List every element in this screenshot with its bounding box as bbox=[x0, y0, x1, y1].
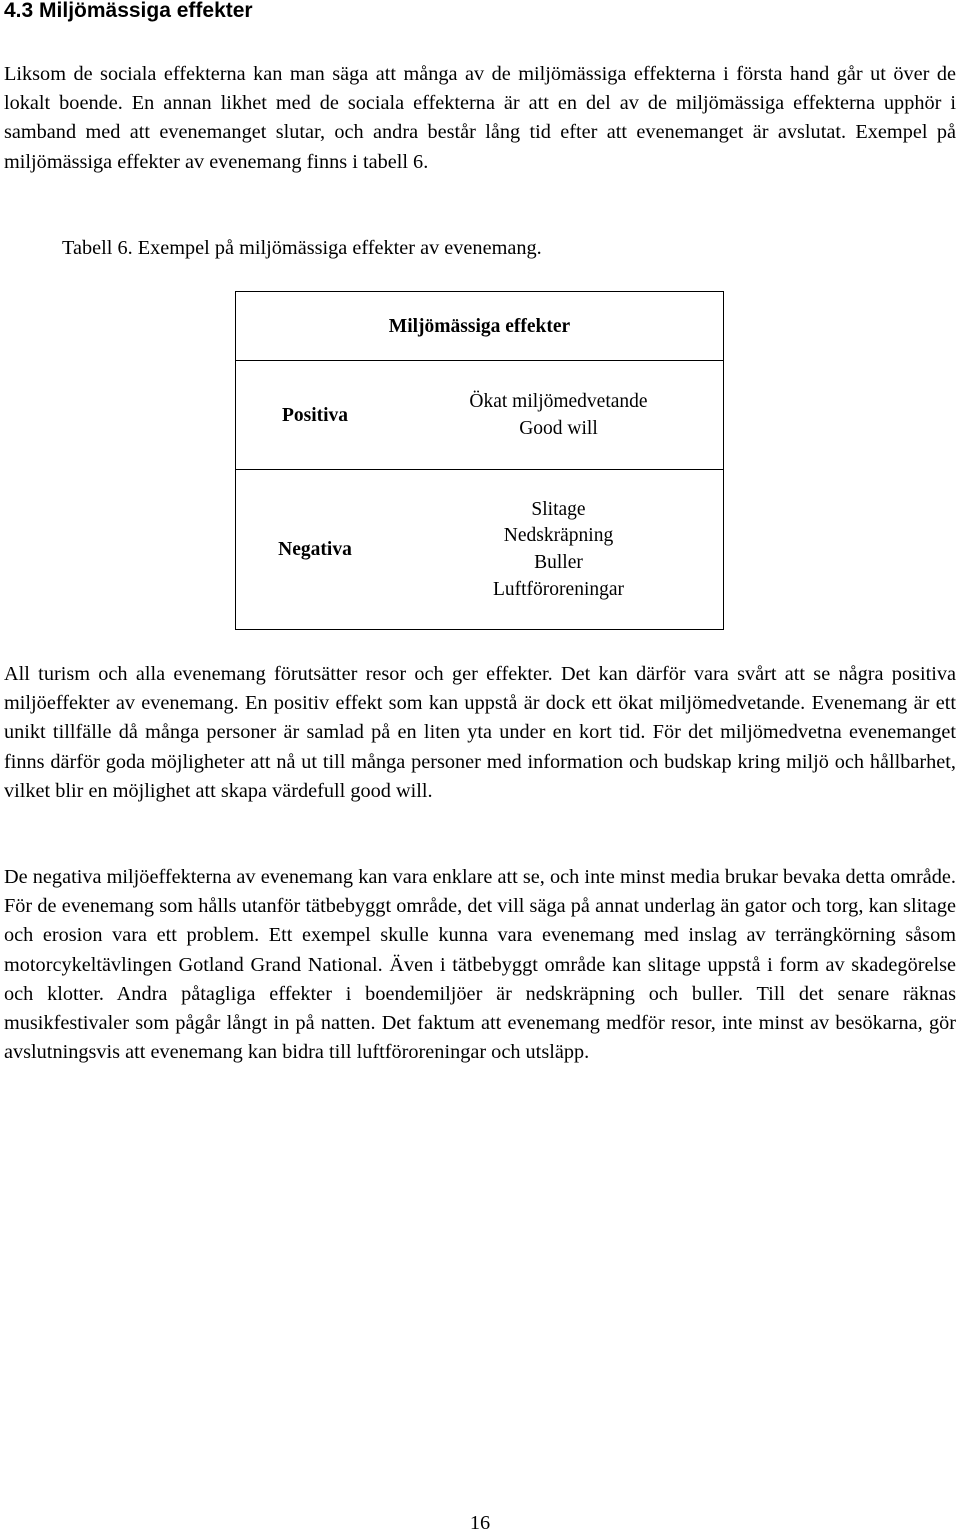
page-number: 16 bbox=[469, 1512, 491, 1534]
table-divider bbox=[236, 360, 723, 361]
table-row-positive bbox=[236, 362, 723, 469]
paragraph-intro: Liksom de sociala effekterna kan man säga att många av de miljömässiga effekterna i första hand går ut över de lokalt boende. En annan likhet med de sociala effekterna är att en del av de miljömässiga effekterna upphör i samband med att evenemanget slutar, och andra består lång tid efter att evenemanget är avslutat. Exempel på miljömässiga effekter av evenemang finns i tabell 6. bbox=[4, 63, 956, 173]
table-header: Miljömässiga effekter bbox=[388, 315, 571, 337]
section-heading: 4.3 Miljömässiga effekter bbox=[4, 0, 253, 22]
table-item: Buller bbox=[534, 552, 583, 573]
table-row-negative bbox=[236, 471, 723, 629]
row-items-negative bbox=[394, 471, 723, 629]
table-item: Slitage bbox=[531, 498, 586, 520]
row-items-positive bbox=[394, 362, 723, 469]
table-divider bbox=[236, 469, 723, 470]
paragraph-positive-effects: All turism och alla evenemang förutsätter resor och ger effekter. Det kan därför vara svårt att se några positiva miljöeffekter av evenemang. En positiv effekt som kan uppstå är dock ett ökat miljömedvetande. Evenemang är ett unikt tillfälle då många personer är samlad på en liten yta under en kort tid. För det miljömedvetna evenemanget finns därför goda möjligheter att nå ut till många personer med information och budskap kring miljö och hållbarhet, vilket blir en möjlighet att skapa värdefull good will. bbox=[4, 663, 956, 802]
row-label-positive: Positiva bbox=[281, 404, 349, 426]
table-item: Good will bbox=[519, 417, 598, 439]
effects-table bbox=[235, 291, 724, 630]
table-item: Nedskräpning bbox=[503, 525, 614, 547]
table-item: Luftföroreningar bbox=[492, 578, 625, 600]
table-caption: Tabell 6. Exempel på miljömässiga effekter av evenemang. bbox=[62, 237, 542, 259]
row-label-negative: Negativa bbox=[278, 539, 352, 560]
paragraph-negative-effects: De negativa miljöeffekterna av evenemang kan vara enklare att se, och inte minst media brukar bevaka detta område. För de evenemang som hålls utanför tätbebyggt område, det vill säga på annat underlag än gator och torg, kan slitage och erosion vara ett problem. Ett exempel skulle kunna vara evenemang med inslag av terrängkörning såsom motorcykeltävlingen Gotland Grand National. Även i tätbebyggt område kan slitage uppstå i form av skadegörelse och klotter. Andra påtagliga effekter i boendemiljöer är nedskräpning och buller. Till det senare räknas musikfestivaler som pågår långt in på natten. Det faktum att evenemang medför resor, inte minst av besökarna, gör avslutningsvis att evenemang kan bidra till luftföroreningar och utsläpp. bbox=[4, 866, 956, 1064]
table-item: Ökat miljömedvetande bbox=[469, 390, 648, 412]
